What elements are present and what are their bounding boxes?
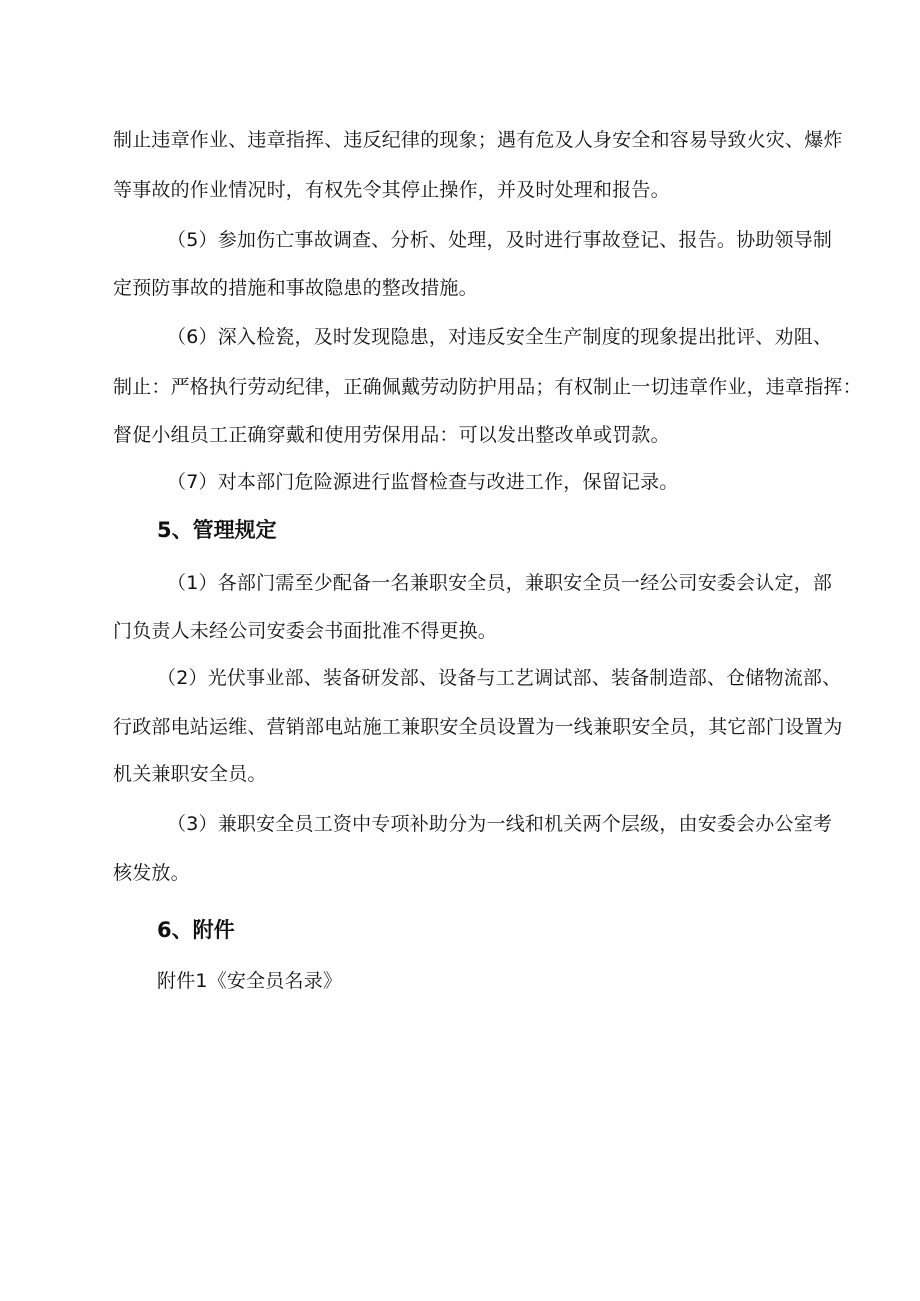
rule-2-line-3: 机关兼职安全员。 (113, 763, 267, 785)
item-6-line-1: （6）深入检瓷，及时发现隐患，对违反安全生产制度的现象提出批评、劝阻、 (167, 326, 833, 348)
rule-3-line-2: 核发放。 (113, 862, 190, 884)
section-5-heading: 5、管理规定 (157, 518, 277, 542)
rule-2-line-2: 行政部电站运维、营销部电站施工兼职安全员设置为一线兼职安全员，其它部门设置为 (113, 716, 843, 738)
rule-3-line-1: （3）兼职安全员工资中专项补助分为一线和机关两个层级，由安委会办公室考 (167, 813, 833, 835)
rule-2-line-1: （2）光伏事业部、装备研发部、设备与工艺调试部、装备制造部、仓储物流部、 (157, 667, 842, 689)
paragraph-text: 制止违章作业、违章指挥、违反纪律的现象；遇有危及人身安全和容易导致火灾、爆炸 (113, 129, 843, 151)
item-6-line-3: 督促小组员工正确穿戴和使用劳保用品：可以发出整改单或罚款。 (113, 424, 670, 446)
rule-1-line-2: 门负责人未经公司安委会书面批准不得更换。 (113, 620, 498, 642)
section-6-heading: 6、附件 (157, 918, 235, 942)
item-7-line-1: （7）对本部门危险源进行监督检查与改进工作，保留记录。 (167, 471, 679, 493)
item-5-line-2: 定预防事故的措施和事故隐患的整改措施。 (113, 277, 478, 299)
rule-1-line-1: （1）各部门需至少配备一名兼职安全员，兼职安全员一经公司安委会认定，部 (167, 572, 833, 594)
item-5-line-1: （5）参加伤亡事故调查、分析、处理，及时进行事故登记、报告。协助领导制 (167, 229, 833, 251)
paragraph-4-line-1 (113, 129, 843, 151)
attachment-line: 附件1《安全员名录》 (157, 970, 343, 992)
item-6-line-2: 制止：严格执行劳动纪律，正确佩戴劳动防护用品；有权制止一切违章作业，违章指挥： (113, 376, 862, 398)
paragraph-4-line-2: 等事故的作业情况时，有权先令其停止操作，并及时处理和报告。 (113, 179, 670, 201)
